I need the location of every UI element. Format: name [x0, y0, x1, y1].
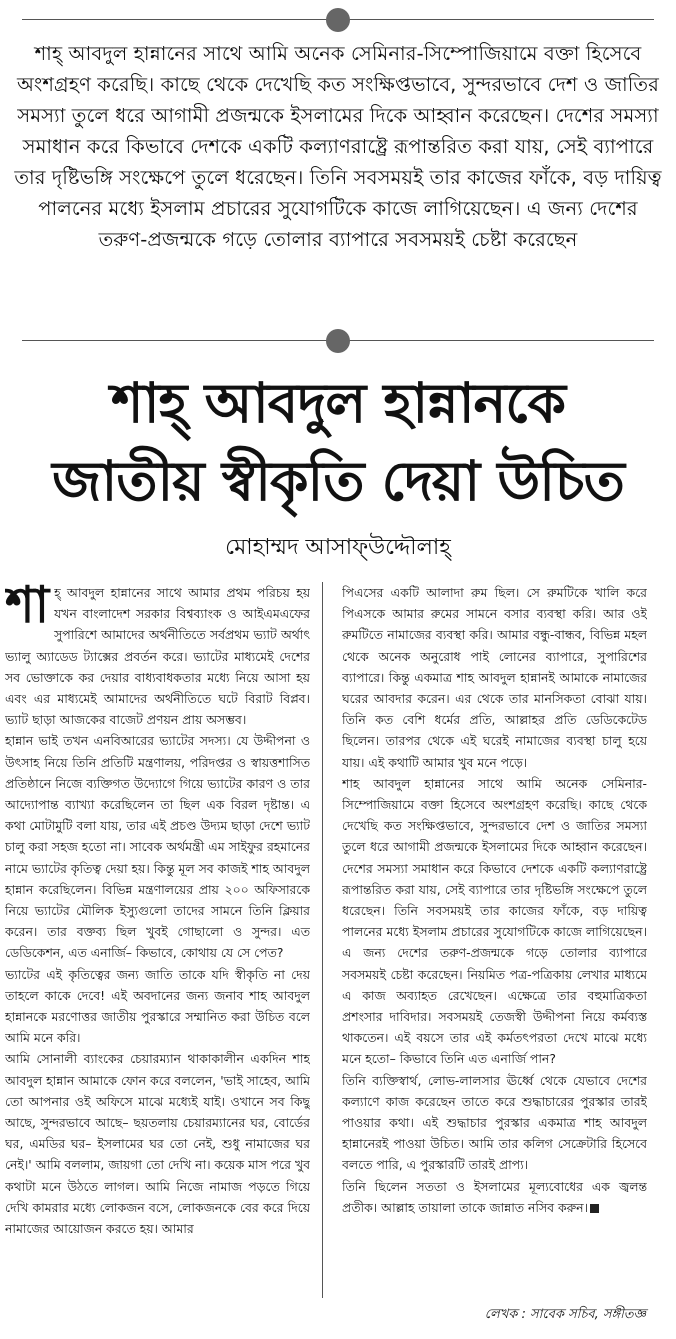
headline-line-2: জাতীয় স্বীকৃতি দেয়া উচিত: [52, 449, 624, 513]
article-paragraph: আমি সোনালী ব্যাংকের চেয়ারম্যান থাকাকালীন একদিন শাহ আবদুল হান্নান আমাকে ফোন করে বললেন, 'ভাই সাহেব, আমি তো আপনার ওই অফিসে মাঝে মধ্যেই যাই। ওখানে সব কিছু আছে, সুন্দরভাবে আছে– ছয়তলায় চেয়ারম্যানের ঘর, বোর্ডের ঘর, এমডির ঘর– ইসলামের ঘর তো নেই, শুধু নামাজের ঘর নেই।' আমি বললাম, জায়গা তো দেখি না। কয়েক মাস পরে খুব কথাটা মনে উঠতে লাগল। আমি নিজে নামাজ পড়তে গিয়ে দেখি কামরার মধ্যে লোকজন বসে, লোকজনকে বের করে দিয়ে নামাজের আয়োজন করতে হয়। আমার: [5, 1051, 310, 1237]
drop-cap: শা: [5, 582, 50, 634]
article-paragraph: তিনি ব্যক্তিস্বার্থ, লোভ-লালসার ঊর্ধ্বে থেকে যেভাবে দেশের কল্যাণে কাজ করেছেন তাতে করে শুদ্ধাচারের পুরস্কার তারই পাওয়ার কথা। এই শুদ্ধাচার পুরস্কার একমাত্র শাহ আবদুল হান্নানেরই পাওয়া উচিত। আমি তার কলিগ সেক্রেটারি হিসেবে বলতে পারি, এ পুরস্কারটি তারই প্রাপ্য।: [342, 1072, 647, 1173]
article-paragraph: [342, 1176, 647, 1218]
author-credit: লেখক : সাবেক সচিব, সঙ্গীতজ্ঞ: [484, 1307, 646, 1322]
rule-dot: [326, 8, 350, 32]
headline: [0, 364, 676, 520]
article-paragraph: পিএসের একটি আলাদা রুম ছিল। সে রুমটিকে খালি করে পিএসকে আমার রুমের সামনে বসার ব্যবস্থা করি। আর ওই রুমটিতে নামাজের ব্যবস্থা করি। আমার বন্ধু-বান্ধব, বিভিন্ন মহল থেকে অনেক অনুরোধ পাই লোনের ব্যাপারে, সুপারিশের ব্যাপারে। কিন্তু একমাত্র শাহ আবদুল হান্নানই আমাকে নামাজের ঘরের আবদার করেন। এর থেকে তার মানসিকতা বোঝা যায়। তিনি কত বেশি ধর্মের প্রতি, আল্লাহর প্রতি ডেডিকেটেড ছিলেন। তারপর থেকে এই ঘরেই নামাজের ব্যবস্থা চালু হয়ে যায়। এই কথাটি আমার খুব মনে পড়ে।: [342, 585, 647, 770]
article-column-left: [5, 582, 310, 1324]
rule-dot: [326, 329, 350, 353]
column-divider: [322, 582, 323, 1298]
mid-rule: [22, 329, 654, 353]
author-byline: মোহাম্মদ আসাফ্উদ্দৌলাহ্: [225, 535, 451, 560]
paragraph-text: তিনি ছিলেন সততা ও ইসলামের মূল্যবোধের এক জ্বলন্ত প্রতীক। আল্লাহ তায়ালা তাকে জান্নাত নসিব করুন।: [342, 1178, 647, 1215]
article-paragraph: [5, 582, 310, 730]
article-paragraph: ভ্যাটের এই কৃতিত্বের জন্য জাতি তাকে যদি স্বীকৃতি না দেয় তাহলে কাকে দেবে! এই অবদানের জন্য জনাব শাহ আবদুল হান্নানকে মরণোত্তর জাতীয় পুরস্কারে সম্মানিত করা উচিত বলে আমি মনে করি।: [5, 966, 310, 1046]
top-rule: [22, 8, 654, 32]
article-paragraph: হান্নান ভাই তখন এনবিআরের ভ্যাটের সদস্য। যে উদ্দীপনা ও উৎসাহ নিয়ে তিনি প্রতিটি মন্ত্রণালয়, পরিদপ্তর ও স্বায়ত্তশাসিত প্রতিষ্ঠানে নিজে ব্যক্তিগত উদ্যোগে গিয়ে ভ্যাটের কারণ ও তার আদ্যোপান্ত ব্যাখ্যা করেছিলেন তা ছিল এক বিরল দৃষ্টান্ত। এ কথা মোটামুটি বলা যায়, তার এই প্রচণ্ড উদ্যম ছাড়া দেশে ভ্যাট চালু করা সহজ হতো না। সাবেক অর্থমন্ত্রী এম সাইফুর রহমানের নামে ভ্যাটের কৃতিত্ব দেয়া হয়। কিন্তু মূল সব কাজই শাহ আবদুল হান্নান করেছিলেন। বিভিন্ন মন্ত্রণালয়ের প্রায় ২০০ অফিসারকে নিয়ে ভ্যাটের মৌলিক ইস্যুগুলো তাদের সামনে তিনি ক্লিয়ার করেন। তার বক্তব্য ছিল খুবই গোছালো ও সুন্দর। এত ডেডিকেশন, এত এনার্জি– কিভাবে, কোথায় যে সে পেত?: [5, 733, 310, 961]
paragraph-text: হ্ আবদুল হান্নানের সাথে আমার প্রথম পরিচয় হয় যখন বাংলাদেশ সরকার বিশ্বব্যাংক ও আইএমএফের সুপারিশে আমাদের অর্থনীতিতে সর্বপ্রথম ভ্যাট অর্থাৎ ভ্যালু অ্যাডেড ট্যাক্সের প্রবর্তন করে। ভ্যাটের মাধ্যমেই দেশের সব ভোক্তাকে কর দেয়ার বাধ্যবাধকতার মধ্যে নিয়ে আসা হয় এবং এর মাধ্যমেই আমাদের অর্থনীতিতে ঘটে বিরাট বিপ্লব। ভ্যাট ছাড়া আজকের বাজেট প্রণয়ন প্রায় অসম্ভব।: [5, 585, 310, 728]
headline-line-1: শাহ্ আবদুল হান্নানকে: [111, 371, 565, 435]
end-mark-icon: [590, 1204, 599, 1213]
article-paragraph: শাহ আবদুল হান্নানের সাথে আমি অনেক সেমিনার-সিম্পোজিয়ামে বক্তা হিসেবে অংশগ্রহণ করেছি। কাছে থেকে দেখেছি কত সংক্ষিপ্তভাবে, সুন্দরভাবে দেশ ও জাতির সমস্যা তুলে ধরে আগামী প্রজন্মকে ইসলামের দিকে আহ্বান করেছেন। দেশের সমস্যা সমাধান করে কিভাবে দেশকে একটি কল্যাণরাষ্ট্রে রূপান্তরিত করা যায়, সেই ব্যাপারে তার দৃষ্টিভঙ্গি সংক্ষেপে তুলে ধরেছেন। তিনি সবসময়ই তার কাজের ফাঁকে, বড় দায়িত্ব পালনের মধ্যে ইসলাম প্রচারের সুযোগটিকে কাজে লাগিয়েছেন। এ জন্য দেশের তরুণ-প্রজন্মকে গড়ে তোলার ব্যাপারে সবসময়ই চেষ্টা করেছেন। নিয়মিত পত্র-পত্রিকায় লেখার মাধ্যমে এ কাজ অব্যাহত রেখেছেন। এক্ষেত্রে তার বহুমাত্রিকতা প্রশংসার দাবিদার। সবসময়ই তেজস্বী উদ্দীপনা নিয়ে কর্মব্যস্ত থাকতেন। এই বয়সে তার এই কর্মতৎপরতা দেখে মাঝে মধ্যে মনে হতো– কিভাবে তিনি এত এনার্জি পান?: [342, 775, 647, 1067]
article-column-right: [342, 582, 647, 1302]
pull-quote: শাহ্ আবদুল হান্নানের সাথে আমি অনেক সেমিনার-সিম্পোজিয়ামে বক্তা হিসেবে অংশগ্রহণ করেছি। কাছে থেকে দেখেছি কত সংক্ষিপ্তভাবে, সুন্দরভাবে দেশ ও জাতির সমস্যা তুলে ধরে আগামী প্রজন্মকে ইসলামের দিকে আহ্বান করেছেন। দেশের সমস্যা সমাধান করে কিভাবে দেশকে একটি কল্যাণরাষ্ট্রে রূপান্তরিত করা যায়, সেই ব্যাপারে তার দৃষ্টিভঙ্গি সংক্ষেপে তুলে ধরেছেন। তিনি সবসময়ই তার কাজের ফাঁকে, বড় দায়িত্ব পালনের মধ্যে ইসলাম প্রচারের সুযোগটিকে কাজে লাগিয়েছেন। এ জন্য দেশের তরুণ-প্রজন্মকে গড়ে তোলার ব্যাপারে সবসময়ই চেষ্টা করেছেন: [14, 42, 662, 251]
